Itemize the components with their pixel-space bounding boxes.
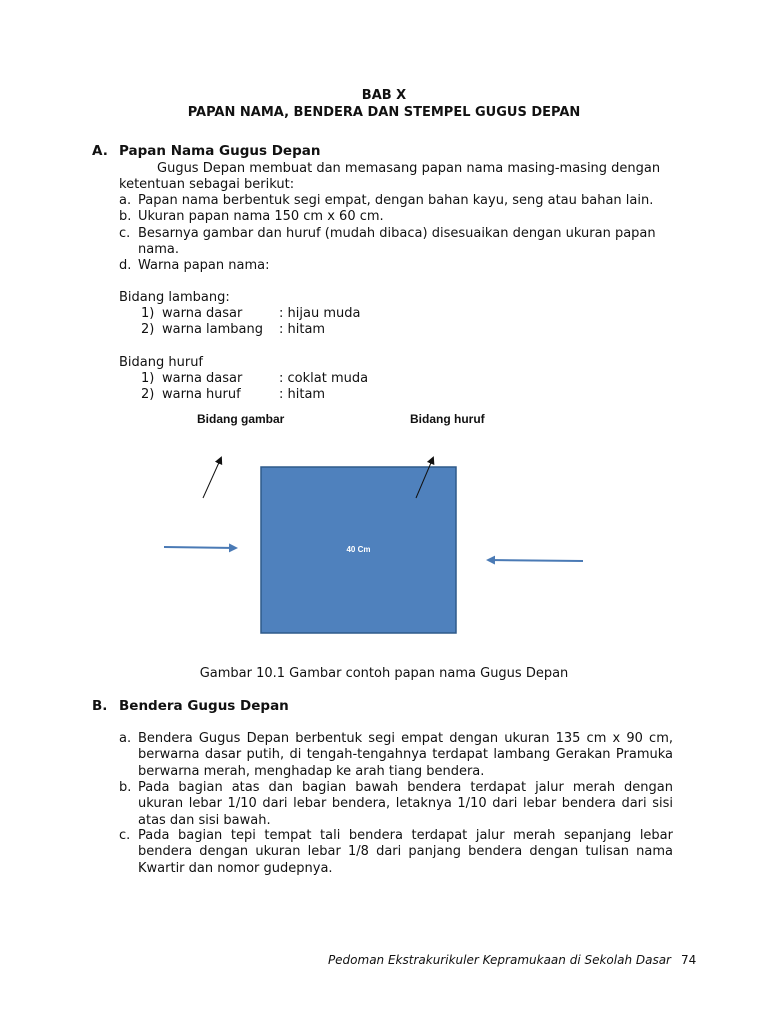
list-marker-b-a: a. (119, 731, 132, 746)
huruf-row-num: 1) (141, 371, 155, 386)
list-item-d: Warna papan nama: (138, 258, 270, 273)
section-a-heading: Papan Nama Gugus Depan (119, 143, 321, 159)
chapter-number: BAB X (361, 88, 407, 103)
arrow-left-to-board (164, 547, 236, 548)
lambang-row-value: : hitam (279, 322, 326, 337)
section-a-letter: A. (92, 143, 108, 159)
bendera-item-a: Bendera Gugus Depan berbentuk segi empat dengan ukuran 135 cm x 90 cm, berwarna dasar putih, di tengah-tengahnya terdapat lambang Gerakan Pramuka berwarna merah, menghadap ke arah tiang bendera. (138, 731, 673, 779)
list-item-c-cont: nama. (138, 242, 179, 257)
list-item-a: Papan nama berbentuk segi empat, dengan bahan kayu, seng atau bahan lain. (138, 193, 654, 208)
lambang-row-label: warna lambang (162, 322, 264, 337)
list-marker-b-b: b. (119, 780, 132, 795)
arrow-right-to-board (488, 560, 583, 561)
lambang-row-value: : hijau muda (279, 306, 361, 321)
list-marker-b: b. (119, 209, 132, 224)
lambang-row-num: 1) (141, 306, 155, 321)
lambang-row-label: warna dasar (162, 306, 243, 321)
arrow-to-bidang-gambar (203, 458, 221, 498)
section-b-heading: Bendera Gugus Depan (119, 698, 289, 714)
label-bidang-huruf: Bidang huruf (410, 412, 485, 426)
list-marker-c: c. (119, 226, 131, 241)
huruf-row-num: 2) (141, 387, 155, 402)
footer-text: Pedoman Ekstrakurikuler Kepramukaan di Sekolah Dasar (327, 953, 671, 967)
list-marker-d: d. (119, 258, 132, 273)
huruf-row-label: warna dasar (162, 371, 243, 386)
figure-caption: Gambar 10.1 Gambar contoh papan nama Gugus Depan (199, 666, 569, 681)
intro-line-1: Gugus Depan membuat dan memasang papan nama masing-masing dengan (157, 161, 661, 176)
list-item-b: Ukuran papan nama 150 cm x 60 cm. (138, 209, 384, 224)
chapter-title: PAPAN NAMA, BENDERA DAN STEMPEL GUGUS DEPAN (187, 105, 581, 120)
list-item-c: Besarnya gambar dan huruf (mudah dibaca) disesuaikan dengan ukuran papan (138, 226, 656, 241)
page-number: 74 (681, 953, 697, 967)
intro-line-2: ketentuan sebagai berikut: (119, 177, 295, 192)
label-bidang-gambar: Bidang gambar (197, 412, 285, 426)
huruf-row-value: : coklat muda (279, 371, 369, 386)
bidang-huruf-title: Bidang huruf (119, 355, 204, 370)
lambang-row-num: 2) (141, 322, 155, 337)
bendera-item-b: Pada bagian atas dan bagian bawah bendera terdapat jalur merah dengan ukuran lebar 1/10 dari lebar bendera, letaknya 1/10 dari lebar bendera dari sisi atas dan sisi bawah. (138, 780, 673, 828)
huruf-row-value: : hitam (279, 387, 326, 402)
bidang-lambang-title: Bidang lambang: (119, 290, 230, 305)
board-dimension-label: 40 Cm (346, 545, 371, 554)
huruf-row-label: warna huruf (162, 387, 241, 402)
list-marker-a: a. (119, 193, 132, 208)
section-b-letter: B. (92, 698, 108, 714)
bendera-item-c: Pada bagian tepi tempat tali bendera terdapat jalur merah sepanjang lebar bendera dengan ukuran lebar 1/8 dari panjang bendera dengan tulisan nama Kwartir dan nomor gudepnya. (138, 828, 673, 876)
list-marker-b-c: c. (119, 828, 131, 843)
